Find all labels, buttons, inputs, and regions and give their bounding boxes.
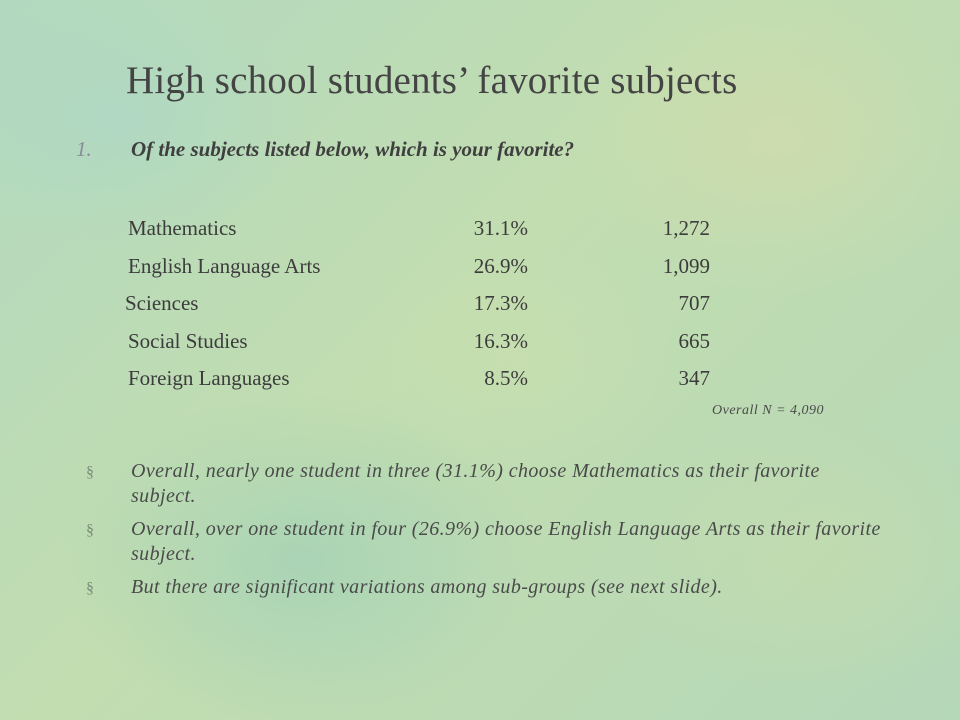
subject-percent: 31.1% bbox=[473, 216, 528, 241]
subject-count: 1,272 bbox=[662, 216, 710, 241]
list-item bbox=[86, 459, 886, 509]
findings-list bbox=[86, 459, 886, 608]
question-number: 1. bbox=[76, 137, 92, 161]
subject-count: 707 bbox=[678, 291, 710, 316]
subject-count: 347 bbox=[678, 366, 710, 391]
subject-percent: 17.3% bbox=[473, 291, 528, 316]
subject-percent: 16.3% bbox=[473, 328, 528, 353]
question-text: Of the subjects listed below, which is your favorite? bbox=[131, 137, 575, 161]
overall-n-note: Overall N = 4,090 bbox=[712, 403, 825, 418]
slide-title: High school students’ favorite subjects bbox=[126, 59, 738, 102]
list-item bbox=[86, 575, 886, 600]
subject-name: English Language Arts bbox=[128, 253, 321, 278]
section-bullet-icon: § bbox=[86, 580, 95, 597]
subject-name: Social Studies bbox=[128, 328, 248, 353]
table-row bbox=[128, 248, 710, 286]
survey-question bbox=[76, 137, 574, 162]
bullet-text: But there are significant variations among sub-groups (see next slide). bbox=[131, 576, 723, 598]
table-row bbox=[128, 323, 710, 361]
subject-count: 1,099 bbox=[662, 253, 710, 278]
bullet-text: Overall, over one student in four (26.9%) choose English Language Arts as their favorite subject. bbox=[131, 518, 881, 565]
section-bullet-icon: § bbox=[86, 464, 95, 481]
subject-count: 665 bbox=[678, 328, 710, 353]
subject-percent: 26.9% bbox=[473, 253, 528, 278]
results-table bbox=[125, 210, 710, 398]
list-item bbox=[86, 517, 886, 567]
table-row bbox=[128, 210, 710, 248]
table-row bbox=[128, 360, 710, 398]
table-row bbox=[128, 285, 710, 323]
subject-name: Mathematics bbox=[128, 216, 237, 241]
bullet-text: Overall, nearly one student in three (31.1%) choose Mathematics as their favorite subject. bbox=[131, 460, 820, 507]
subject-name: Foreign Languages bbox=[128, 366, 290, 391]
section-bullet-icon: § bbox=[86, 522, 95, 539]
subject-name: Sciences bbox=[125, 291, 199, 316]
subject-percent: 8.5% bbox=[484, 366, 528, 391]
